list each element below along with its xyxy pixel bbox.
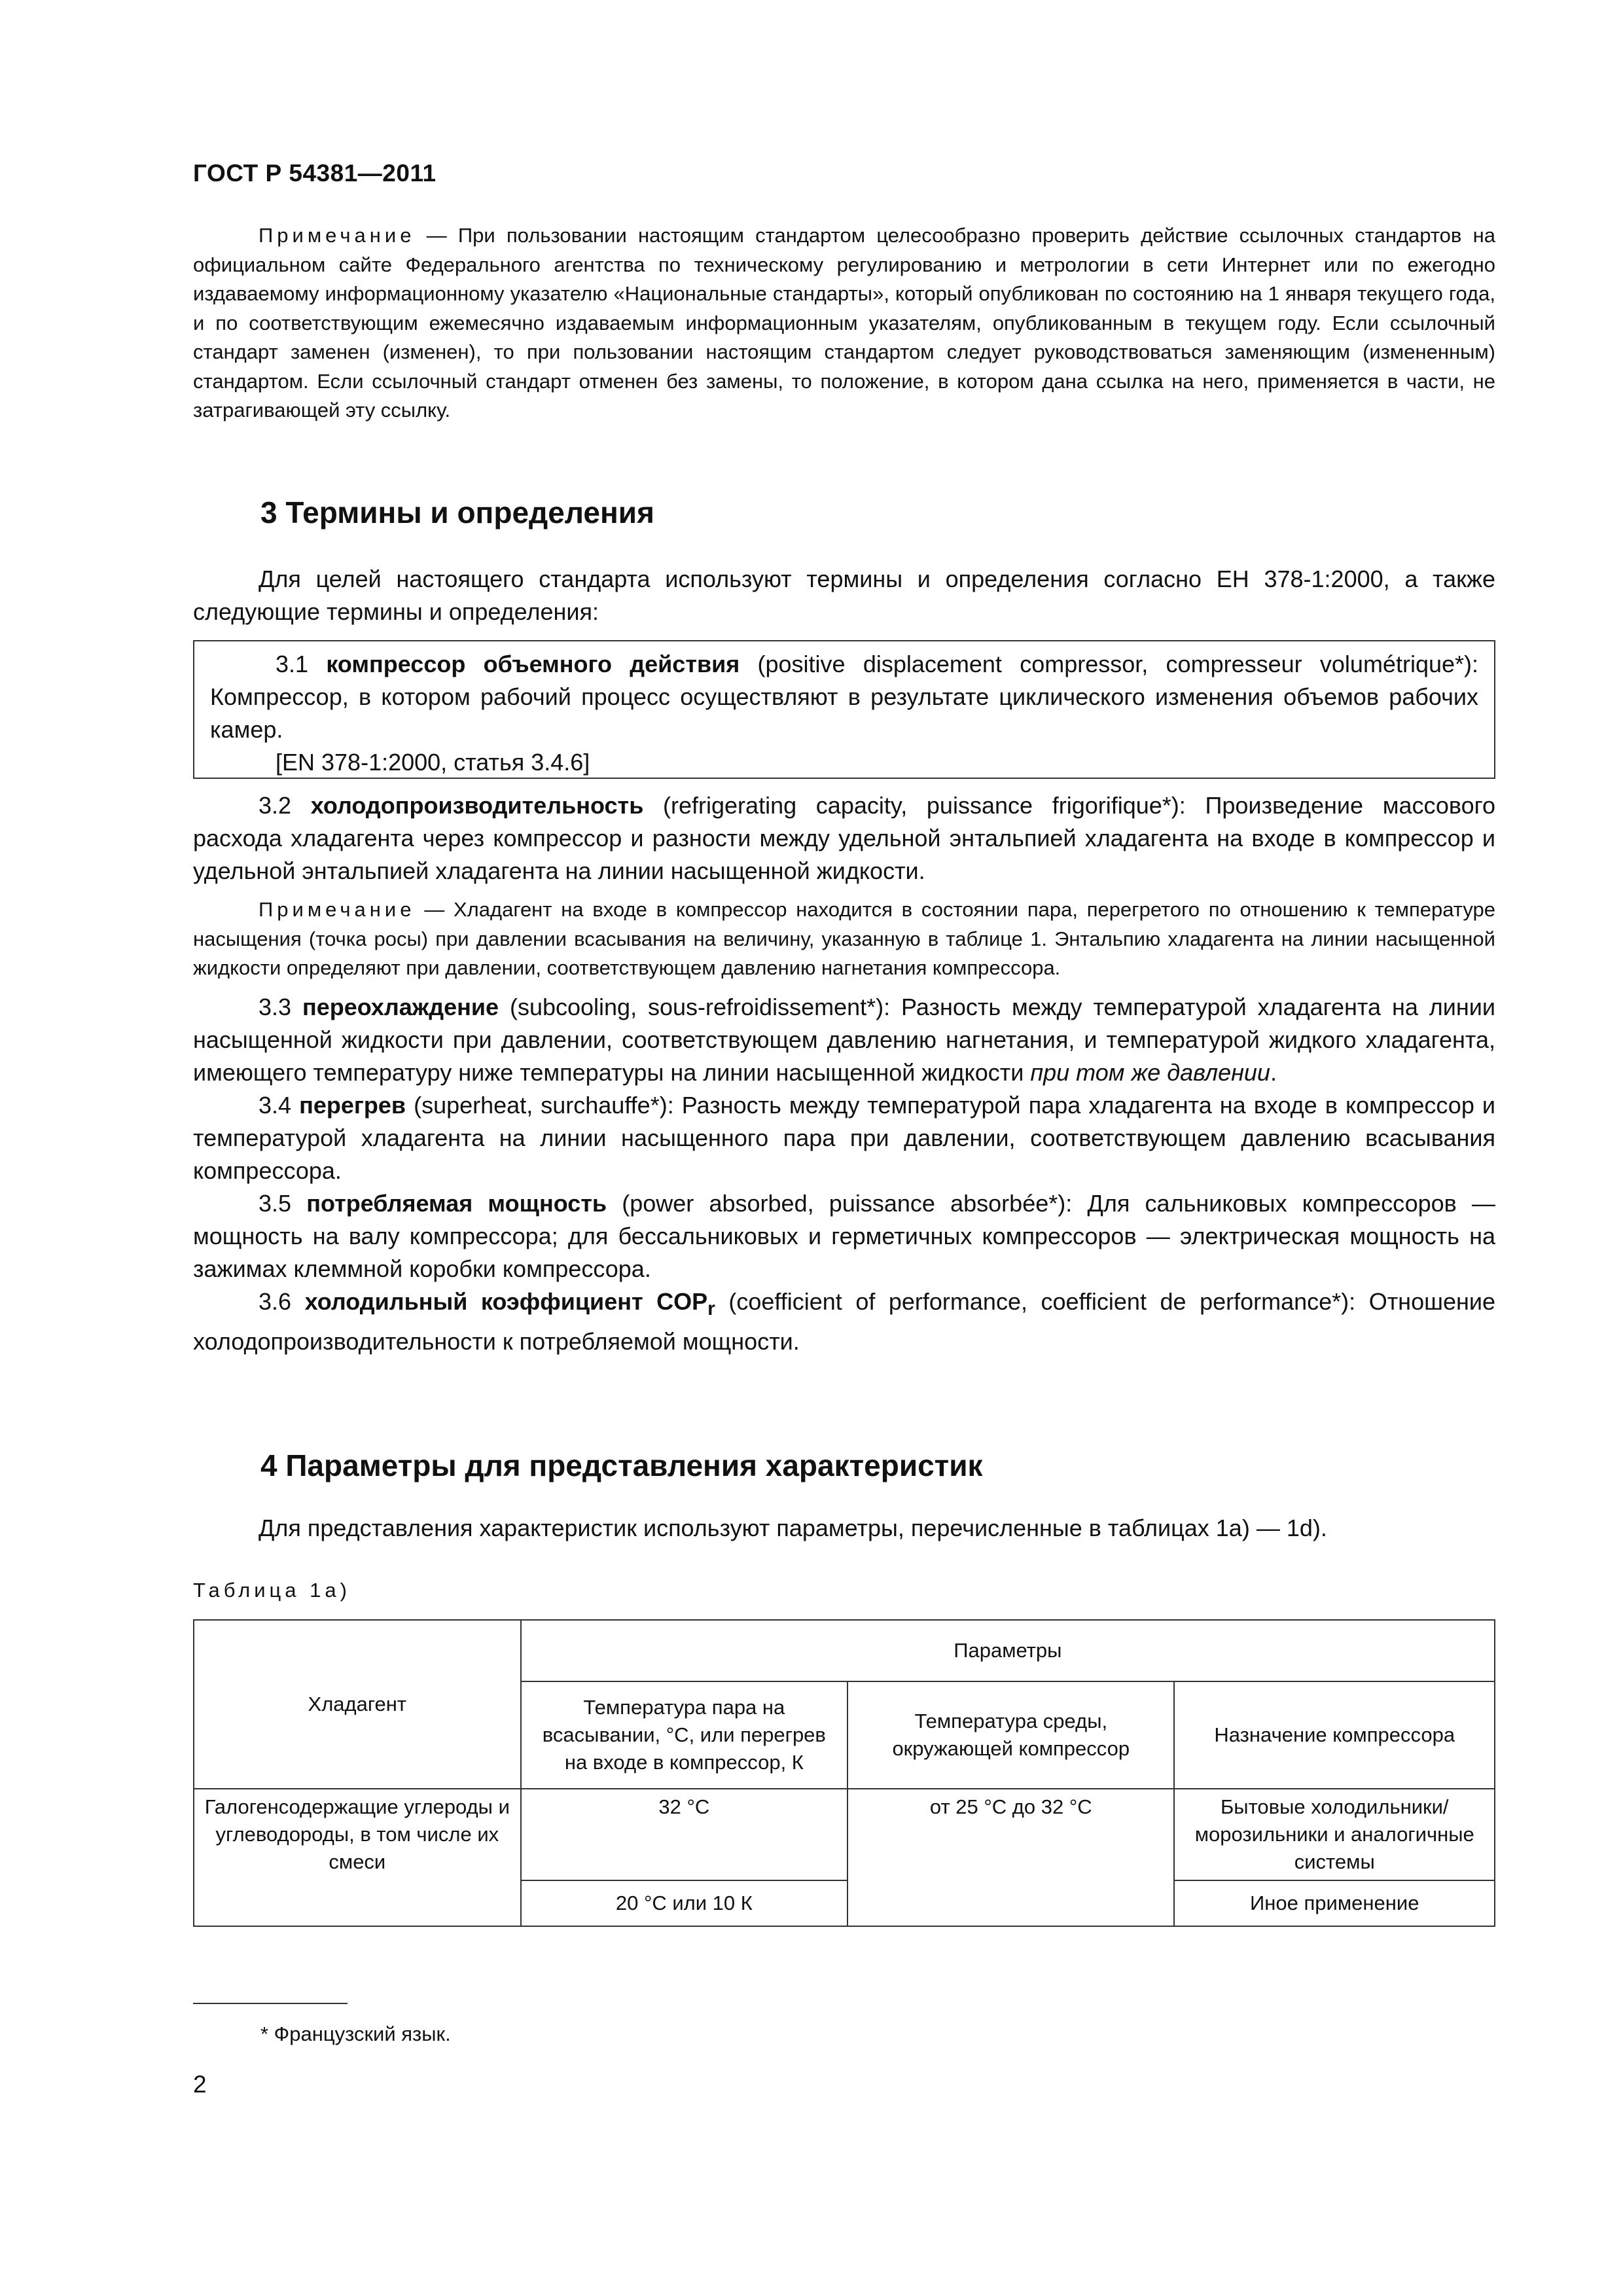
term-name <box>304 1287 715 1319</box>
term-name-subscript: r <box>707 1297 715 1319</box>
document-header: ГОСТ Р 54381—2011 <box>193 160 437 187</box>
cell-suction: 20 °С или 10 К <box>521 1880 847 1926</box>
table-row <box>194 1789 1495 1880</box>
note-lead: Примечание <box>259 224 416 247</box>
footnote-divider <box>193 2003 348 2004</box>
term-definition: (positive displacement compressor, compresseur volumétrique*): Компрессор, в котором рабочий процесс осуществляют в результате циклического изменения объемов рабочих камер. <box>210 651 1479 743</box>
term-source: [EN 378-1:2000, статья 3.4.6] <box>276 749 590 776</box>
term-name: компрессор объемного действия <box>326 651 740 677</box>
term-number: 3.3 <box>259 993 302 1020</box>
term-note <box>193 895 1495 983</box>
section-3-title: 3 Термины и определения <box>260 495 654 529</box>
term-number: 3.2 <box>259 792 311 819</box>
table-header-row <box>194 1620 1495 1681</box>
cell-purpose: Бытовые холодильники/морозильники и аналогичные системы <box>1174 1789 1495 1880</box>
header-parameters: Параметры <box>521 1620 1495 1681</box>
term-name: переохлаждение <box>302 993 499 1020</box>
section-4-intro: Для представления характеристик используют параметры, перечисленные в таблицах 1а) — 1d). <box>259 1515 1327 1541</box>
term-3-2 <box>193 789 1495 888</box>
term-number: 3.1 <box>276 651 327 677</box>
term-3-5 <box>193 1187 1495 1285</box>
header-compressor-purpose: Назначение компрессора <box>1174 1681 1495 1789</box>
term-definition: (power absorbed, puissance absorbée*): Для сальниковых компрессоров — мощность на валу компрессора; для бессальниковых и герметичных компрессоров — электрическая мощность на зажимах клеммной коробки компрессора. <box>193 1189 1495 1282</box>
header-refrigerant: Хладагент <box>194 1620 521 1789</box>
reference-note <box>193 221 1495 425</box>
term-definition: (refrigerating capacity, puissance frigorifique*): Произведение массового расхода хладагента через компрессор и разности между удельной энтальпией хладагента на входе в компрессор и удельной энтальпией хладагента на линии насыщенной жидкости. <box>193 792 1496 884</box>
section-4-title: 4 Параметры для представления характеристик <box>260 1448 983 1482</box>
section-3-intro: Для целей настоящего стандарта используют термины и определения согласно ЕН 378-1:2000, а также следующие термины и определения: <box>193 565 1495 625</box>
cell-suction: 32 °С <box>521 1789 847 1880</box>
term-number: 3.6 <box>259 1287 305 1315</box>
page-number: 2 <box>193 2071 207 2098</box>
term-definition: (coefficient of performance, coefficient de performance*): Отношение холодопроизводительности к потребляемой мощности. <box>193 1287 1496 1355</box>
term-3-4 <box>193 1089 1495 1187</box>
term-definition-end: . <box>1270 1058 1277 1086</box>
term-definition-italic: при том же давлении <box>1030 1058 1270 1086</box>
term-name: холодопроизводительность <box>310 792 644 819</box>
note-text: — Хладагент на входе в компрессор находится в состоянии пара, перегретого по отношению к температуре насыщения (точка росы) при давлении всасывания на величину, указанную в таблице 1. Энтальпию хладагента на линии насыщенной жидкости определяют при давлении, соответствующем давлению нагнетания компрессора. <box>193 898 1495 979</box>
header-suction-temperature: Температура пара на всасывании, °С, или перегрев на входе в компрессор, К <box>521 1681 847 1789</box>
note-lead: Примечание <box>259 898 416 921</box>
term-name-text: холодильный коэффициент COP <box>304 1287 708 1315</box>
term-definition: (superheat, surchauffe*): Разность между температурой пара хладагента на входе в компрессор и температурой хладагента на линии насыщенного пара при давлении, соответствующем давлению всасывания компрессора. <box>193 1091 1496 1184</box>
terms-list <box>193 789 1495 1358</box>
term-3-1-box <box>193 640 1495 779</box>
term-name: перегрев <box>299 1091 406 1119</box>
footnote: * Французский язык. <box>260 2022 451 2045</box>
cell-refrigerant: Галогенсодержащие углероды и углеводороды, в том числе их смеси <box>194 1789 521 1926</box>
term-3-6 <box>193 1285 1495 1358</box>
term-definition: (subcooling, sous-refroidissement*): Разность между температурой хладагента на линии насыщенной жидкости при давлении, соответствующем давлению нагнетания, и температурой жидкого хладагента, имеющего температуру ниже температуры на линии насыщенной жидкости <box>193 993 1495 1086</box>
term-3-1 <box>210 648 1478 746</box>
table-caption: Таблица 1а) <box>193 1579 351 1602</box>
cell-purpose: Иное применение <box>1174 1880 1495 1926</box>
note-text: — При пользовании настоящим стандартом целесообразно проверить действие ссылочных стандартов на официальном сайте Федерального агентства по техническому регулированию и метрологии в сети Интернет или по ежегодно издаваемому информационному указателю «Национальные стандарты», который опубликован по состоянию на 1 января текущего года, и по соответствующим ежемесячно издаваемым информационным указателям, опубликованным в текущем году. Если ссылочный стандарт заменен (изменен), то при пользовании настоящим стандартом следует руководствоваться заменяющим (измененным) стандартом. Если ссылочный стандарт отменен без замены, то положение, в котором дана ссылка на него, применяется в части, не затрагивающей эту ссылку. <box>193 224 1495 422</box>
term-3-3 <box>193 991 1495 1089</box>
term-number: 3.5 <box>259 1189 307 1217</box>
parameters-table <box>193 1619 1495 1927</box>
term-number: 3.4 <box>259 1091 300 1119</box>
header-ambient-temperature: Температура среды, окружающей компрессор <box>847 1681 1174 1789</box>
cell-ambient: от 25 °С до 32 °С <box>847 1789 1174 1926</box>
term-name: потребляемая мощность <box>306 1189 607 1217</box>
